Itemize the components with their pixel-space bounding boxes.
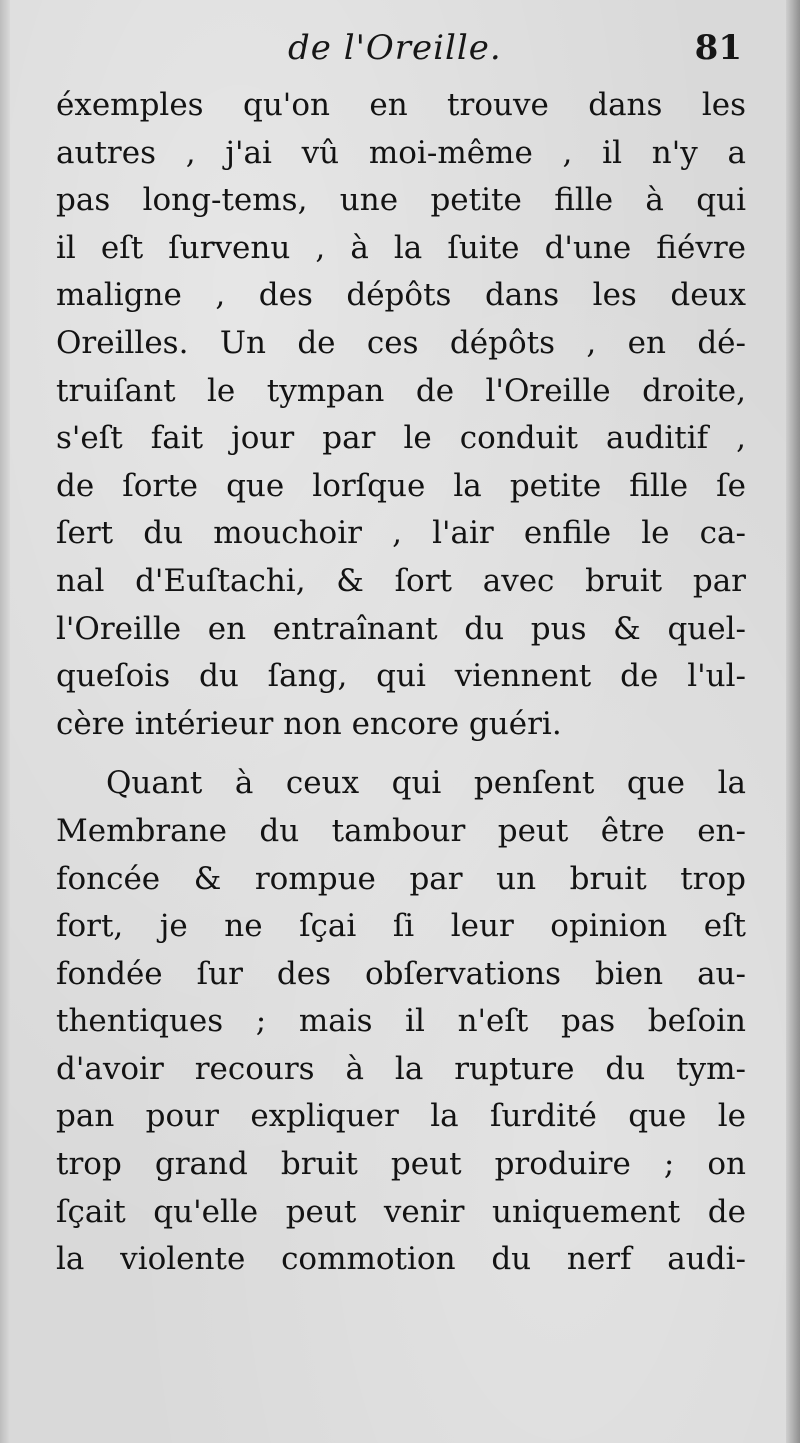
page-left-edge (0, 0, 10, 1443)
text-line: ſert du mouchoir , l'air enfile le ca- (56, 515, 746, 552)
text-line: fort, je ne ſçai ſi leur opinion eſt (56, 908, 746, 945)
text-line: d'avoir recours à la rupture du tym- (56, 1050, 746, 1087)
text-line: éxemples qu'on en trouve dans les (56, 87, 746, 123)
text-line: maligne , des dépôts dans les deux (56, 277, 746, 314)
page-header (56, 28, 746, 80)
text-line: nal d'Euſtachi, & ſort avec bruit par (56, 562, 746, 599)
text-line: s'eſt fait jour par le conduit auditif , (56, 420, 746, 457)
text-line: Oreilles. Un de ces dépôts , en dé- (56, 324, 746, 361)
text-line: pan pour expliquer la ſurdité que le (56, 1098, 746, 1135)
body-text (56, 82, 746, 1284)
text-line: la violente commotion du nerf audi- (56, 1241, 746, 1278)
paragraph-first-line: Quant à ceux qui penſent que la (106, 765, 746, 802)
text-line: foncée & rompue par un bruit trop (56, 860, 746, 897)
text-line: Membrane du tambour peut être en- (56, 812, 746, 849)
text-line: cère intérieur non encore guéri. (56, 705, 562, 742)
text-line: l'Oreille en entraînant du pus & quel- (56, 610, 746, 647)
page-number: 81 (694, 28, 742, 68)
text-line: pas long-tems, une petite fille à qui (56, 182, 746, 219)
text-line: ſçait qu'elle peut venir uniquement de (56, 1193, 746, 1230)
text-line: queſois du ſang, qui viennent de l'ul- (56, 658, 746, 695)
text-line: de ſorte que lorſque la petite fille ſe (56, 467, 746, 504)
text-line: thentiques ; mais il n'eſt pas beſoin (56, 1003, 746, 1040)
text-line: il eſt ſurvenu , à la ſuite d'une fiévre (56, 229, 746, 266)
text-line: autres , j'ai vû moi-même , il n'y a (56, 134, 746, 171)
text-line: trop grand bruit peut produire ; on (56, 1146, 746, 1183)
running-head: de l'Oreille. (288, 28, 502, 68)
page-right-edge (786, 0, 800, 1443)
text-line: truiſant le tympan de l'Oreille droite, (56, 372, 746, 409)
text-line: fondée ſur des obſervations bien au- (56, 955, 746, 992)
